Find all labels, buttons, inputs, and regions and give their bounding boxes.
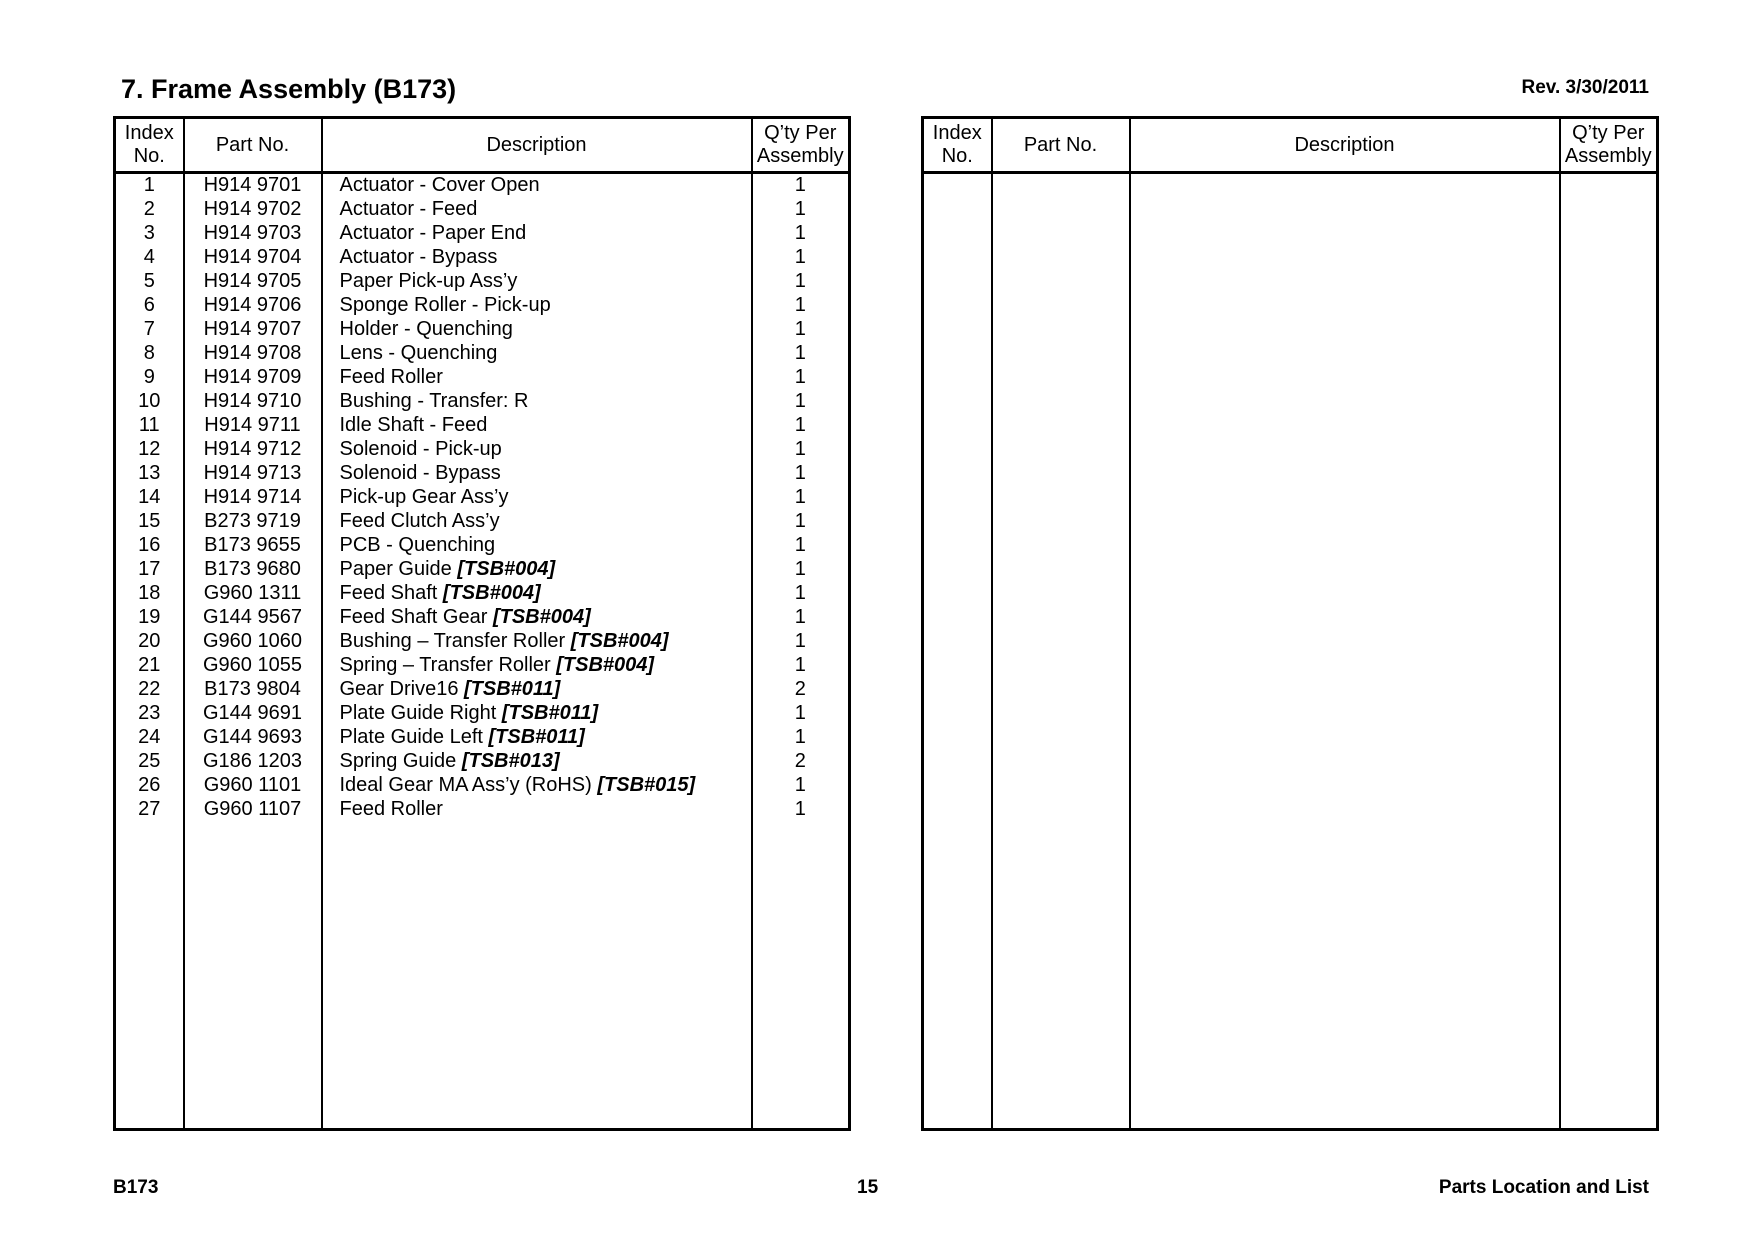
description-text: Sponge Roller - Pick-up: [339, 294, 551, 316]
empty-row: [923, 173, 1658, 1130]
table-row: [115, 414, 850, 438]
tsb-reference: [TSB#004]: [457, 558, 556, 580]
description-cell: [322, 342, 752, 366]
description-text: Actuator - Bypass: [339, 246, 498, 268]
description-cell: [322, 654, 752, 678]
part-no-cell: H914 9705: [184, 270, 322, 294]
index-cell: 12: [138, 438, 161, 460]
qty-cell: 1: [752, 798, 850, 822]
table-row: [115, 486, 850, 510]
part-no-cell: H914 9714: [184, 486, 322, 510]
part-no-cell: H914 9701: [184, 173, 322, 199]
tsb-reference: [TSB#013]: [461, 750, 560, 772]
description-cell: [322, 534, 752, 558]
table-row: [115, 390, 850, 414]
header-index: Index No.: [115, 118, 184, 173]
description-cell: [322, 270, 752, 294]
empty-row: [115, 822, 850, 1130]
qty-cell: 1: [752, 582, 850, 606]
description-text: Actuator - Paper End: [339, 222, 527, 244]
table-row: [115, 270, 850, 294]
part-no-cell: G144 9691: [184, 702, 322, 726]
table-header-row: [923, 118, 1658, 173]
part-no-cell: G960 1060: [184, 630, 322, 654]
part-no-cell: B173 9680: [184, 558, 322, 582]
description-text: Solenoid - Pick-up: [339, 438, 502, 460]
description-text: Plate Guide Right: [339, 702, 497, 724]
empty-cell: [1560, 173, 1658, 1130]
index-cell: 14: [138, 486, 161, 508]
description-text: Idle Shaft - Feed: [339, 414, 488, 436]
qty-cell: 1: [752, 774, 850, 798]
empty-cell: [752, 822, 850, 1130]
table-row: [115, 582, 850, 606]
description-text: PCB - Quenching: [339, 534, 496, 556]
qty-cell: 1: [752, 534, 850, 558]
tsb-reference: [TSB#004]: [570, 630, 669, 652]
description-text: Spring – Transfer Roller: [339, 654, 551, 676]
index-cell: 10: [138, 390, 161, 412]
index-cell: 25: [138, 750, 161, 772]
index-cell: 26: [138, 774, 161, 796]
description-text: Feed Roller: [339, 798, 443, 820]
empty-cell: [322, 822, 752, 1130]
table-row: [115, 462, 850, 486]
qty-cell: 1: [752, 222, 850, 246]
empty-cell: [992, 173, 1130, 1130]
table-row: [115, 438, 850, 462]
description-cell: [322, 702, 752, 726]
table-row: [115, 774, 850, 798]
table-row: [115, 726, 850, 750]
table-row: [115, 750, 850, 774]
index-cell: 11: [138, 414, 160, 436]
footer-model: B173: [113, 1177, 159, 1198]
part-no-cell: G186 1203: [184, 750, 322, 774]
table-row: [115, 798, 850, 822]
part-no-cell: H914 9709: [184, 366, 322, 390]
part-no-cell: B273 9719: [184, 510, 322, 534]
index-cell: 2: [143, 198, 155, 220]
description-text: Solenoid - Bypass: [339, 462, 501, 484]
description-cell: [322, 198, 752, 222]
table-row: [115, 366, 850, 390]
part-no-cell: H914 9707: [184, 318, 322, 342]
part-no-cell: H914 9711: [184, 414, 322, 438]
index-cell: 16: [138, 534, 161, 556]
qty-cell: 1: [752, 342, 850, 366]
qty-cell: 1: [752, 246, 850, 270]
part-no-cell: H914 9703: [184, 222, 322, 246]
index-cell: 21: [138, 654, 161, 676]
qty-cell: 1: [752, 294, 850, 318]
description-cell: [322, 246, 752, 270]
description-text: Feed Shaft Gear: [339, 606, 488, 628]
part-no-cell: G960 1101: [184, 774, 322, 798]
description-text: Plate Guide Left: [339, 726, 483, 748]
header-index: Index No.: [923, 118, 992, 173]
qty-cell: 1: [752, 462, 850, 486]
tsb-reference: [TSB#004]: [442, 582, 541, 604]
qty-cell: 1: [752, 510, 850, 534]
index-cell: 27: [138, 798, 161, 820]
description-text: Bushing – Transfer Roller: [339, 630, 566, 652]
table-row: [115, 342, 850, 366]
qty-cell: 1: [752, 654, 850, 678]
part-no-cell: H914 9712: [184, 438, 322, 462]
table-row: [115, 222, 850, 246]
part-no-cell: G960 1055: [184, 654, 322, 678]
part-no-cell: H914 9706: [184, 294, 322, 318]
table-row: [115, 678, 850, 702]
tsb-reference: [TSB#015]: [597, 774, 696, 796]
description-text: Feed Clutch Ass’y: [339, 510, 500, 532]
description-cell: [322, 486, 752, 510]
header-part-no: Part No.: [184, 118, 322, 173]
description-cell: [322, 630, 752, 654]
index-cell: 9: [143, 366, 155, 388]
table-row: [115, 534, 850, 558]
qty-cell: 1: [752, 390, 850, 414]
table-row: [115, 198, 850, 222]
parts-table-body: [115, 173, 850, 1130]
qty-cell: 1: [752, 173, 850, 199]
table-row: [115, 654, 850, 678]
description-text: Pick-up Gear Ass’y: [339, 486, 509, 508]
description-cell: [322, 726, 752, 750]
index-cell: 13: [138, 462, 161, 484]
empty-cell: [923, 173, 992, 1130]
header-qty: Q’ty Per Assembly: [752, 118, 850, 173]
qty-cell: 1: [752, 630, 850, 654]
index-cell: 1: [143, 174, 155, 196]
qty-cell: 1: [752, 558, 850, 582]
revision-date: Rev. 3/30/2011: [1521, 77, 1649, 98]
part-no-cell: H914 9704: [184, 246, 322, 270]
empty-cell: [1130, 173, 1560, 1130]
qty-cell: 1: [752, 366, 850, 390]
description-cell: [322, 318, 752, 342]
part-no-cell: H914 9710: [184, 390, 322, 414]
index-cell: 4: [143, 246, 155, 268]
qty-cell: 1: [752, 414, 850, 438]
empty-cell: [184, 822, 322, 1130]
index-cell: 3: [143, 222, 155, 244]
description-cell: [322, 222, 752, 246]
qty-cell: 2: [752, 678, 850, 702]
index-cell: 6: [143, 294, 155, 316]
part-no-cell: B173 9655: [184, 534, 322, 558]
tsb-reference: [TSB#011]: [464, 678, 561, 700]
description-text: Feed Shaft: [339, 582, 438, 604]
description-cell: [322, 774, 752, 798]
part-no-cell: H914 9708: [184, 342, 322, 366]
index-cell: 23: [138, 702, 161, 724]
description-cell: [322, 558, 752, 582]
tsb-reference: [TSB#011]: [501, 702, 599, 724]
index-cell: 15: [138, 510, 161, 532]
description-text: Paper Guide: [339, 558, 452, 580]
header-part-no: Part No.: [992, 118, 1130, 173]
footer-section: Parts Location and List: [1438, 1177, 1649, 1198]
description-cell: [322, 510, 752, 534]
header-qty: Q’ty Per Assembly: [1560, 118, 1658, 173]
table-row: [115, 510, 850, 534]
description-cell: [322, 294, 752, 318]
parts-table-body-empty: [923, 173, 1658, 1130]
part-no-cell: H914 9702: [184, 198, 322, 222]
table-row: [115, 246, 850, 270]
description-text: Actuator - Feed: [339, 198, 478, 220]
table-row: [115, 294, 850, 318]
description-cell: [322, 173, 752, 199]
tsb-reference: [TSB#004]: [492, 606, 591, 628]
qty-cell: 1: [752, 198, 850, 222]
description-text: Actuator - Cover Open: [339, 174, 540, 196]
page-title: 7. Frame Assembly (B173): [121, 74, 457, 104]
description-cell: [322, 414, 752, 438]
description-text: Paper Pick-up Ass’y: [339, 270, 518, 292]
description-text: Ideal Gear MA Ass’y (RoHS): [339, 774, 592, 796]
part-no-cell: G960 1107: [184, 798, 322, 822]
description-cell: [322, 678, 752, 702]
index-cell: 18: [138, 582, 161, 604]
description-text: Bushing - Transfer: R: [339, 390, 529, 412]
qty-cell: 1: [752, 438, 850, 462]
description-cell: [322, 390, 752, 414]
empty-cell: [115, 822, 184, 1130]
qty-cell: 2: [752, 750, 850, 774]
index-cell: 24: [138, 726, 161, 748]
description-text: Holder - Quenching: [339, 318, 513, 340]
table-row: [115, 558, 850, 582]
qty-cell: 1: [752, 318, 850, 342]
description-cell: [322, 462, 752, 486]
part-no-cell: H914 9713: [184, 462, 322, 486]
qty-cell: 1: [752, 486, 850, 510]
table-row: [115, 702, 850, 726]
index-cell: 20: [138, 630, 161, 652]
description-cell: [322, 366, 752, 390]
index-cell: 17: [138, 558, 161, 580]
description-cell: [322, 606, 752, 630]
description-text: Spring Guide: [339, 750, 457, 772]
table-row: [115, 606, 850, 630]
description-text: Lens - Quenching: [339, 342, 498, 364]
table-row: [115, 630, 850, 654]
table-header-row: [115, 118, 850, 173]
parts-table-left: [113, 116, 851, 1131]
parts-table-right: [921, 116, 1659, 1131]
description-text: Feed Roller: [339, 366, 443, 388]
qty-cell: 1: [752, 702, 850, 726]
header-description: Description: [322, 118, 752, 173]
description-cell: [322, 438, 752, 462]
description-cell: [322, 798, 752, 822]
table-row: [115, 173, 850, 199]
table-row: [115, 318, 850, 342]
part-no-cell: G144 9693: [184, 726, 322, 750]
description-cell: [322, 582, 752, 606]
header-description: Description: [1130, 118, 1560, 173]
index-cell: 7: [143, 318, 155, 340]
tsb-reference: [TSB#011]: [488, 726, 585, 748]
description-text: Gear Drive16: [339, 678, 459, 700]
qty-cell: 1: [752, 606, 850, 630]
index-cell: 22: [138, 678, 161, 700]
part-no-cell: G144 9567: [184, 606, 322, 630]
tsb-reference: [TSB#004]: [556, 654, 655, 676]
index-cell: 5: [143, 270, 155, 292]
footer-page-number: 15: [857, 1177, 879, 1198]
part-no-cell: G960 1311: [184, 582, 322, 606]
part-no-cell: B173 9804: [184, 678, 322, 702]
index-cell: 19: [138, 606, 161, 628]
index-cell: 8: [143, 342, 155, 364]
qty-cell: 1: [752, 726, 850, 750]
description-cell: [322, 750, 752, 774]
qty-cell: 1: [752, 270, 850, 294]
